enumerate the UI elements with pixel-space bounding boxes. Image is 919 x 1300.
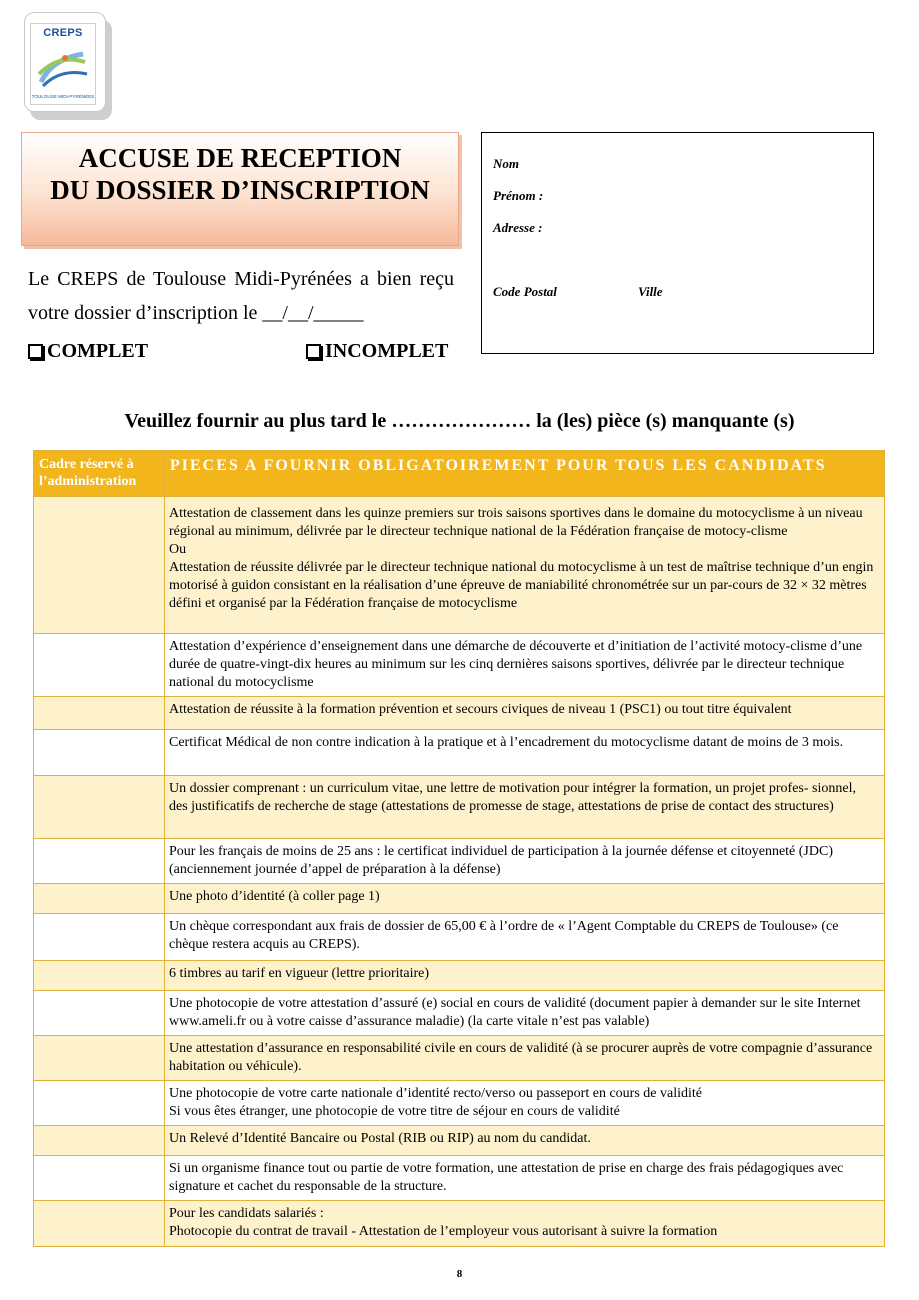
table-row (34, 1036, 885, 1081)
admin-cell[interactable] (34, 991, 165, 1036)
document-line: Si vous êtes étranger, une photocopie de votre titre de séjour en cours de validité (169, 1104, 620, 1119)
document-line: Attestation d’expérience d’enseignement dans une démarche de découverte et d’initiation de l’activité motocy-clisme d’une durée de quatre-vingt-dix heures au minimum sur les cinq dernières saisons sportives, délivrée par le directeur technique national du motocyclisme (169, 639, 863, 690)
logo-subtitle: TOULOUSE MIDI-PYRÉNÉES (31, 94, 95, 99)
document-line: Un Relevé d’Identité Bancaire ou Postal (RIB ou RIP) au nom du candidat. (169, 1131, 591, 1146)
table-row (34, 634, 885, 697)
document-line: Une photo d’identité (à coller page 1) (169, 889, 380, 904)
admin-cell[interactable] (34, 1126, 165, 1156)
document-line: Ou (169, 542, 187, 557)
table-row (34, 1081, 885, 1126)
requirements-body (34, 497, 885, 1247)
nom-label: Nom (493, 156, 519, 171)
requirements-table (33, 450, 885, 1247)
logo-inner-frame (30, 23, 96, 105)
table-row (34, 961, 885, 991)
document-cell (165, 497, 885, 634)
document-cell (165, 839, 885, 884)
logo-swoosh-icon (35, 44, 91, 92)
identity-box (481, 132, 874, 354)
code-postal-label: Code Postal (493, 284, 557, 299)
logo-card (24, 12, 106, 112)
document-cell (165, 730, 885, 776)
checkbox-icon[interactable] (306, 344, 321, 359)
complete-label: COMPLET (47, 340, 149, 362)
document-cell (165, 961, 885, 991)
table-row (34, 497, 885, 634)
document-cell (165, 914, 885, 961)
document-line: Certificat Médical de non contre indication à la pratique et à l’encadrement du motocyclisme datant de moins de 3 mois. (169, 735, 844, 750)
table-row (34, 991, 885, 1036)
creps-logo (24, 12, 112, 120)
ville-label: Ville (638, 284, 663, 299)
document-line: Pour les candidats salariés : (169, 1206, 324, 1221)
document-cell (165, 697, 885, 730)
admin-cell[interactable] (34, 1036, 165, 1081)
document-line: Une attestation d’assurance en responsabilité civile en cours de validité (à se procurer auprès de votre compagnie d’assurance habitation ou véhicule). (169, 1041, 873, 1074)
document-cell (165, 1201, 885, 1247)
deadline-notice: Veuillez fournir au plus tard le ………………… la (les) pièce (s) manquante (s) (124, 410, 795, 432)
document-line: Un dossier comprenant : un curriculum vitae, une lettre de motivation pour intégrer la formation, un projet profes- sionnel, des justificatifs de recherche de stage (attestations de promesse de stage, attestations de prise de contact des structures) (169, 781, 856, 814)
admin-cell[interactable] (34, 697, 165, 730)
document-line: 6 timbres au tarif en vigueur (lettre prioritaire) (169, 966, 430, 981)
document-line: Une photocopie de votre carte nationale d’identité recto/verso ou passeport en cours de validité (169, 1086, 702, 1101)
table-row (34, 914, 885, 961)
admin-cell[interactable] (34, 776, 165, 839)
admin-cell[interactable] (34, 730, 165, 776)
table-row (34, 1126, 885, 1156)
document-line: Photocopie du contrat de travail - Attestation de l’employeur vous autorisant à suivre la formation (169, 1224, 718, 1239)
admin-cell[interactable] (34, 961, 165, 991)
admin-cell[interactable] (34, 884, 165, 914)
document-line: Pour les français de moins de 25 ans : le certificat individuel de participation à la journée défense et citoyenneté (JDC) (anciennement journée d’appel de préparation à la défense) (169, 844, 833, 877)
document-line: Si un organisme finance tout ou partie de votre formation, une attestation de prise en charge des frais pédagogiques avec signature et cachet du responsable de la structure. (169, 1161, 844, 1194)
document-line: Un chèque correspondant aux frais de dossier de 65,00 € à l’ordre de « l’Agent Comptable du CREPS de Toulouse» (ce chèque restera acquis au CREPS). (169, 919, 839, 952)
document-cell (165, 1036, 885, 1081)
logo-title: CREPS (43, 27, 83, 39)
table-header-row (34, 451, 885, 497)
document-line: Attestation de réussite à la formation prévention et secours civiques de niveau 1 (PSC1) ou tout titre équivalent (169, 702, 792, 717)
title-line-1: ACCUSE DE RECEPTION (78, 143, 402, 173)
page-number: 8 (456, 1268, 463, 1280)
document-cell (165, 991, 885, 1036)
table-row (34, 1201, 885, 1247)
admin-cell[interactable] (34, 634, 165, 697)
receipt-statement: Le CREPS de Toulouse Midi-Pyrénées a bien reçu votre dossier d’inscription le __/__/_____ (28, 268, 454, 324)
admin-cell[interactable] (34, 1081, 165, 1126)
admin-cell[interactable] (34, 839, 165, 884)
documents-column-header: PIECES A FOURNIR OBLIGATOIREMENT POUR TOUS LES CANDIDATS (165, 451, 885, 497)
admin-cell[interactable] (34, 914, 165, 961)
admin-column-header: Cadre réservé à l’administration (34, 451, 165, 497)
checkbox-icon[interactable] (28, 344, 43, 359)
title-box (21, 132, 459, 246)
adresse-label: Adresse : (493, 220, 543, 235)
prenom-label: Prénom : (493, 188, 544, 203)
incomplete-label: INCOMPLET (325, 340, 449, 362)
table-row (34, 776, 885, 839)
document-line: Attestation de classement dans les quinze premiers sur trois saisons sportives dans le domaine du motocyclisme à un niveau régional au minimum, délivrée par le directeur technique national de la Fédération française de motocy-clisme (169, 506, 863, 539)
document-line: Une photocopie de votre attestation d’assuré (e) social en cours de validité (document papier à demander sur le site Internet www.ameli.fr ou à votre caisse d’assurance maladie) (la carte vitale n’est pas valable) (169, 996, 861, 1029)
document-cell (165, 634, 885, 697)
table-row (34, 697, 885, 730)
title-line-2: DU DOSSIER D’INSCRIPTION (50, 175, 430, 205)
incomplete-option[interactable] (306, 340, 448, 363)
admin-cell[interactable] (34, 1201, 165, 1247)
table-row (34, 1156, 885, 1201)
table-row (34, 730, 885, 776)
table-row (34, 839, 885, 884)
document-cell (165, 884, 885, 914)
document-cell (165, 1156, 885, 1201)
document-cell (165, 1126, 885, 1156)
admin-cell[interactable] (34, 497, 165, 634)
complete-option[interactable] (28, 340, 148, 363)
admin-cell[interactable] (34, 1156, 165, 1201)
document-line: Attestation de réussite délivrée par le directeur technique national du motocyclisme à un test de maîtrise technique d’un engin motorisé à guidon consistant en la réalisation d’une épreuve de maniabilité chronométrée sur un par-cours de 32 × 32 mètres défini et organisé par la Fédération française de motocyclisme (169, 560, 874, 611)
document-cell (165, 1081, 885, 1126)
document-cell (165, 776, 885, 839)
table-row (34, 884, 885, 914)
